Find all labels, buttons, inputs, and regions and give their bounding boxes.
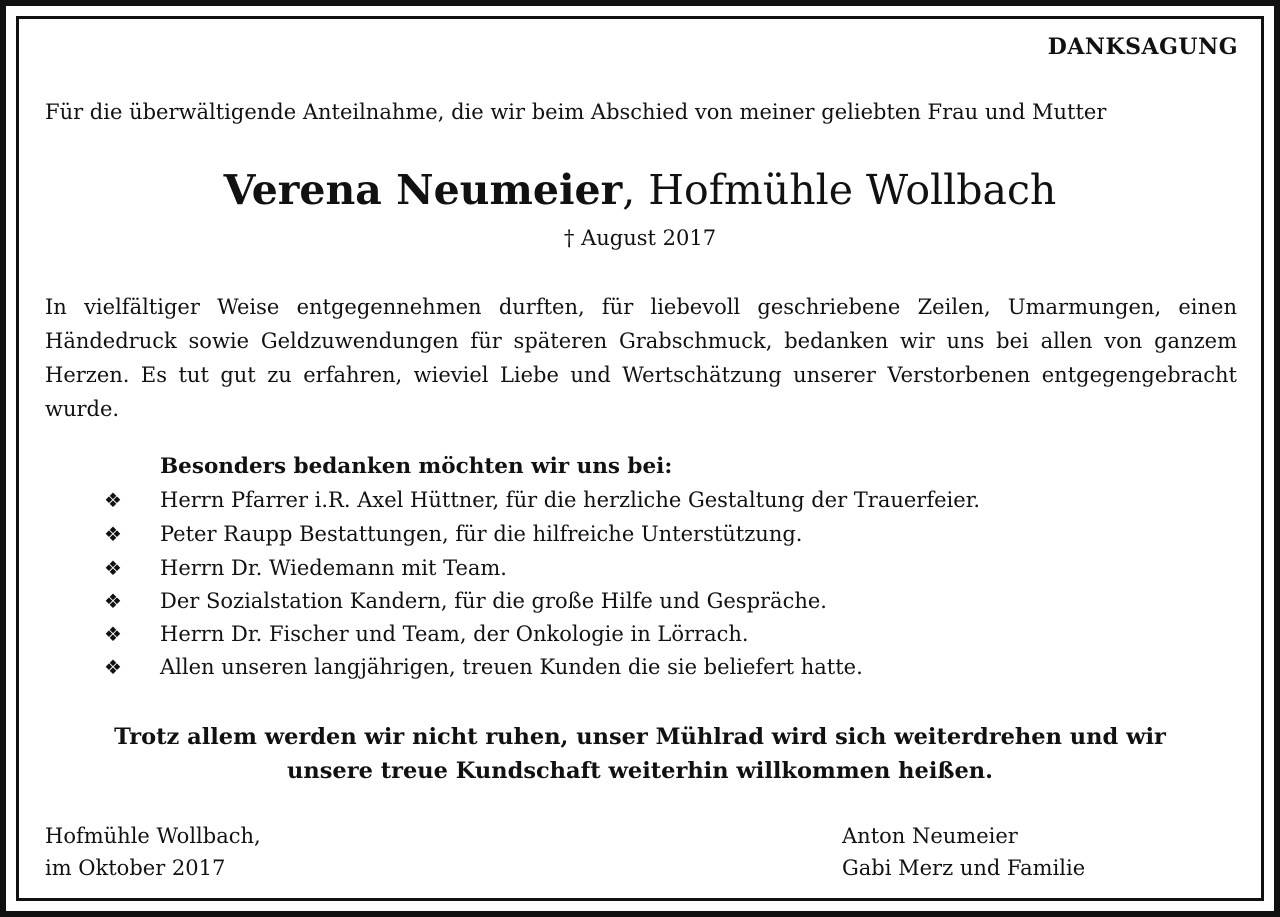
- deceased-place: , Hofmühle Wollbach: [622, 166, 1057, 214]
- bullet-icon: ❖: [104, 655, 122, 679]
- closing-line-2: unsere treue Kundschaft weiterhin willkommen heißen.: [287, 758, 993, 784]
- list-item-text: Peter Raupp Bestattungen, für die hilfreiche Unterstützung.: [160, 522, 803, 546]
- document-heading: DANKSAGUNG: [1047, 34, 1238, 60]
- thanks-paragraph: In vielfältiger Weise entgegennehmen durften, für liebevoll geschriebene Zeilen, Umarmungen, einen Händedruck sowie Geldzuwendungen für späteren Grabschmuck, bedanken wir uns bei allen von ganzem Herzen. Es tut gut zu erfahren, wieviel Liebe und Wertschätzung unserer Verstorbenen entgegengebracht wurde.: [45, 295, 1237, 421]
- list-item: [104, 556, 507, 580]
- bullet-icon: ❖: [104, 589, 122, 613]
- bullet-icon: ❖: [104, 556, 122, 580]
- list-item-text: Der Sozialstation Kandern, für die große Hilfe und Gespräche.: [160, 589, 827, 613]
- list-item-text: Herrn Pfarrer i.R. Axel Hüttner, für die herzliche Gestaltung der Trauerfeier.: [160, 488, 981, 512]
- deceased-name: Verena Neumeier: [223, 166, 623, 214]
- list-item-text: Herrn Dr. Fischer und Team, der Onkologie in Lörrach.: [160, 622, 749, 646]
- bullet-icon: ❖: [104, 522, 122, 546]
- list-item: [104, 622, 749, 646]
- signature-name-1: Anton Neumeier: [842, 824, 1018, 848]
- list-item-text: Herrn Dr. Wiedemann mit Team.: [160, 556, 507, 580]
- death-date: † August 2017: [563, 226, 717, 250]
- list-item: [104, 589, 827, 613]
- list-item: [104, 488, 980, 512]
- list-item-text: Allen unseren langjährigen, treuen Kunden die sie beliefert hatte.: [160, 655, 863, 679]
- signature-date: im Oktober 2017: [45, 856, 226, 880]
- list-item: [104, 655, 863, 679]
- closing-line-1: Trotz allem werden wir nicht ruhen, unser Mühlrad wird sich weiterdrehen und wir: [114, 724, 1166, 750]
- bullet-icon: ❖: [104, 622, 122, 646]
- thanks-heading: Besonders bedanken möchten wir uns bei:: [160, 454, 673, 479]
- list-item: [104, 522, 802, 546]
- deceased-title: [0, 166, 1280, 214]
- bullet-icon: ❖: [104, 488, 122, 512]
- signature-place: Hofmühle Wollbach,: [45, 824, 261, 848]
- closing-statement: [0, 720, 1280, 788]
- signature-place-date: [45, 820, 261, 884]
- intro-text: Für die überwältigende Anteilnahme, die wir beim Abschied von meiner geliebten Frau und Mutter: [45, 100, 1107, 124]
- signature-names: [842, 820, 1085, 884]
- signature-name-2: Gabi Merz und Familie: [842, 856, 1086, 880]
